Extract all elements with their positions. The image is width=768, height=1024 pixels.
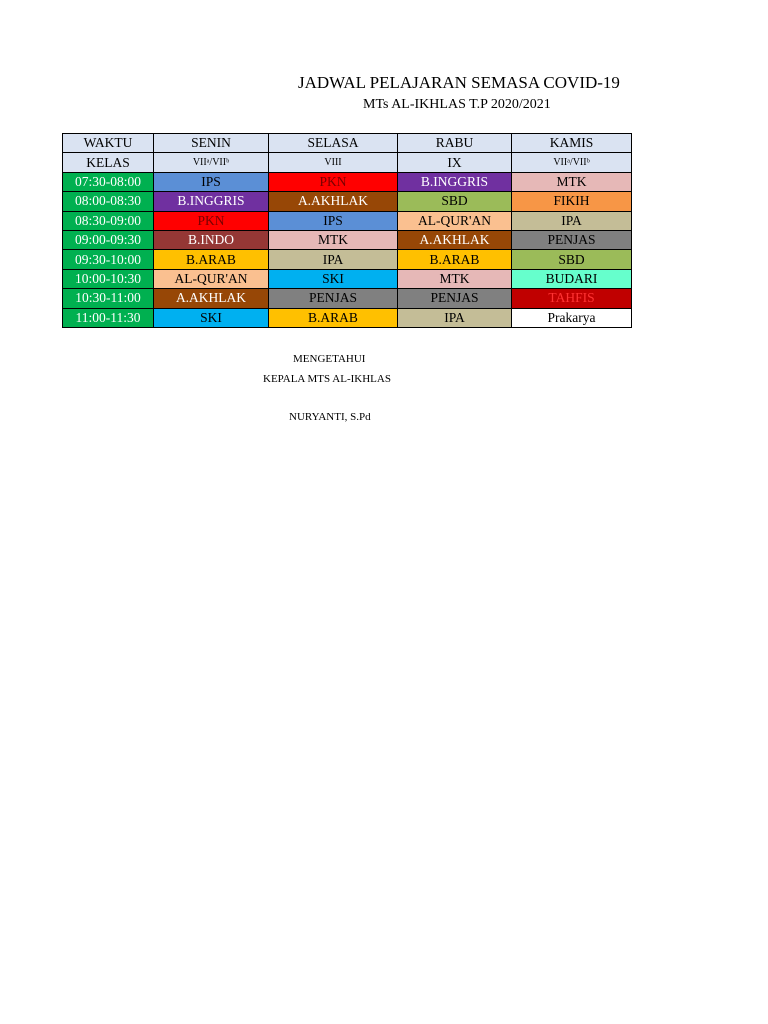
- header-cell-kamis: KAMIS: [512, 134, 632, 153]
- page-title: JADWAL PELAJARAN SEMASA COVID-19: [298, 73, 620, 92]
- subject-cell-senin: B.ARAB: [154, 250, 269, 269]
- table-row: [63, 308, 632, 327]
- signature-acknowledge: MENGETAHUI: [293, 353, 366, 365]
- subject-cell-senin: AL-QUR'AN: [154, 269, 269, 288]
- time-cell: 10:00-10:30: [63, 269, 154, 288]
- header-cell-selasa: SELASA: [269, 134, 398, 153]
- table-row: [63, 211, 632, 230]
- subject-cell-senin: IPS: [154, 172, 269, 191]
- subject-cell-kamis: PENJAS: [512, 230, 632, 249]
- subject-cell-selasa: IPA: [269, 250, 398, 269]
- subject-cell-kamis: MTK: [512, 172, 632, 191]
- subject-cell-rabu: AL-QUR'AN: [398, 211, 512, 230]
- signature-name: NURYANTI, S.Pd: [289, 411, 371, 423]
- subject-cell-senin: PKN: [154, 211, 269, 230]
- header-cell-senin: SENIN: [154, 134, 269, 153]
- schedule-table: [62, 133, 632, 328]
- class-cell-rabu: IX: [398, 153, 512, 172]
- subject-cell-senin: B.INGGRIS: [154, 192, 269, 211]
- schedule-body: [63, 134, 632, 328]
- table-row: [63, 172, 632, 191]
- subject-cell-selasa: PKN: [269, 172, 398, 191]
- subject-cell-kamis: Prakarya: [512, 308, 632, 327]
- time-cell: 11:00-11:30: [63, 308, 154, 327]
- subject-cell-selasa: SKI: [269, 269, 398, 288]
- subject-cell-kamis: FIKIH: [512, 192, 632, 211]
- subject-cell-selasa: PENJAS: [269, 289, 398, 308]
- subject-cell-kamis: TAHFIS: [512, 289, 632, 308]
- subject-cell-rabu: B.INGGRIS: [398, 172, 512, 191]
- subject-cell-senin: A.AKHLAK: [154, 289, 269, 308]
- title-clip: [62, 71, 631, 95]
- header-cell-waktu: WAKTU: [63, 134, 154, 153]
- signature-position: KEPALA MTS AL-IKHLAS: [263, 373, 391, 385]
- subject-cell-selasa: A.AKHLAK: [269, 192, 398, 211]
- subject-cell-rabu: A.AKHLAK: [398, 230, 512, 249]
- class-cell-kamis: VIIᵃ/VIIᵇ: [512, 153, 632, 172]
- header-row: [63, 134, 632, 153]
- table-row: [63, 230, 632, 249]
- subject-cell-rabu: MTK: [398, 269, 512, 288]
- subject-cell-selasa: B.ARAB: [269, 308, 398, 327]
- subject-cell-rabu: PENJAS: [398, 289, 512, 308]
- subject-cell-senin: B.INDO: [154, 230, 269, 249]
- subject-cell-senin: SKI: [154, 308, 269, 327]
- subject-cell-rabu: IPA: [398, 308, 512, 327]
- page-subtitle: MTs AL-IKHLAS T.P 2020/2021: [363, 97, 551, 112]
- class-row: [63, 153, 632, 172]
- time-cell: 09:30-10:00: [63, 250, 154, 269]
- class-cell-senin: VIIᵃ/VIIᵇ: [154, 153, 269, 172]
- subject-cell-kamis: BUDARI: [512, 269, 632, 288]
- subject-cell-rabu: B.ARAB: [398, 250, 512, 269]
- header-cell-rabu: RABU: [398, 134, 512, 153]
- time-cell: 07:30-08:00: [63, 172, 154, 191]
- time-cell: 08:00-08:30: [63, 192, 154, 211]
- table-row: [63, 250, 632, 269]
- subject-cell-selasa: MTK: [269, 230, 398, 249]
- subject-cell-rabu: SBD: [398, 192, 512, 211]
- time-cell: 10:30-11:00: [63, 289, 154, 308]
- time-cell: 09:00-09:30: [63, 230, 154, 249]
- table-row: [63, 192, 632, 211]
- subject-cell-selasa: IPS: [269, 211, 398, 230]
- table-row: [63, 269, 632, 288]
- class-cell-label: KELAS: [63, 153, 154, 172]
- subject-cell-kamis: SBD: [512, 250, 632, 269]
- subject-cell-kamis: IPA: [512, 211, 632, 230]
- class-cell-selasa: VIII: [269, 153, 398, 172]
- table-row: [63, 289, 632, 308]
- time-cell: 08:30-09:00: [63, 211, 154, 230]
